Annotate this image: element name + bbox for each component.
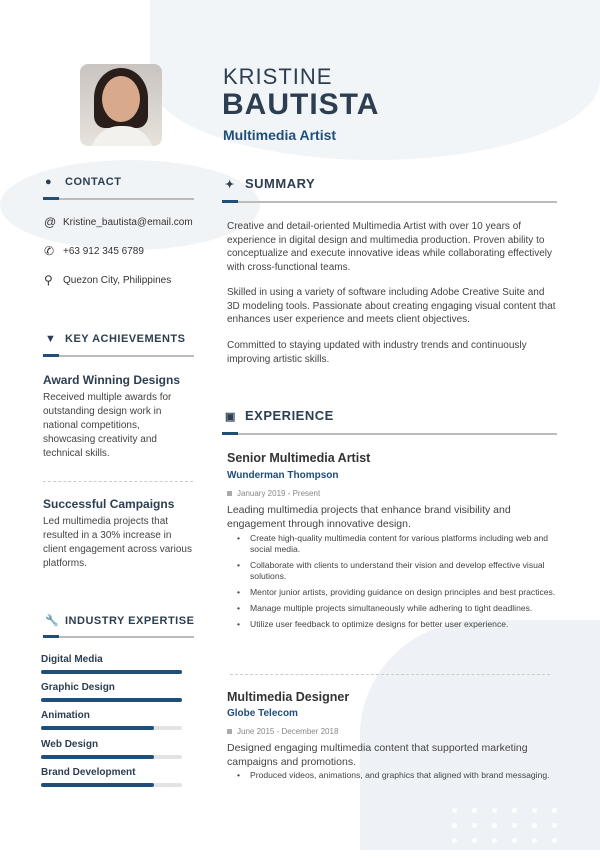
skill-label: Digital Media <box>41 654 103 665</box>
job-desc: Leading multimedia projects that enhance brand visibility and engagement through innovative design. <box>227 504 511 530</box>
company: Globe Telecom <box>227 708 298 719</box>
job-title: Multimedia Designer <box>227 690 350 704</box>
dot <box>472 823 477 828</box>
summary-paragraph: Creative and detail-oriented Multimedia Artist with over 10 years of experience in digital design and multimedia production. Proven ability to conceptualize and execute innovative ideas while collaborating effectively with cross-functional teams. <box>227 221 553 273</box>
dot <box>532 808 537 813</box>
skill-label: Graphic Design <box>41 682 115 694</box>
dot <box>552 808 557 813</box>
achievements-heading: ▼ KEY ACHIEVEMENTS <box>45 333 186 345</box>
skill-bar-fill <box>41 726 154 730</box>
dot <box>492 853 497 858</box>
dot <box>452 808 457 813</box>
skill-bar <box>41 670 182 674</box>
skill-bar-fill <box>41 755 154 759</box>
dot <box>512 808 517 813</box>
user-icon: ● <box>45 176 53 188</box>
calendar-icon <box>227 729 232 734</box>
skill-label: Web Design <box>41 738 99 750</box>
background-shape <box>0 160 260 250</box>
achievement-title: Successful Campaigns <box>43 497 175 511</box>
bullet: • Mentor junior artists, providing guidance on design principles and best practices. <box>250 587 560 598</box>
dot <box>552 823 557 828</box>
skill-bar-fill <box>41 670 182 674</box>
dot <box>492 838 497 843</box>
dot <box>472 808 477 813</box>
contact-email: @ Kristine_bautista@email.com <box>44 215 193 229</box>
skill-bar <box>41 726 182 730</box>
bullet: • Utilize user feedback to optimize designs for better user experience. <box>250 619 560 630</box>
job-role: Multimedia Artist <box>223 127 337 143</box>
summary-paragraph: Committed to staying updated with industry trends and continuously improving artistic skills. <box>227 340 527 365</box>
skill-bar <box>41 755 182 759</box>
divider <box>230 674 550 675</box>
bullet: • Create high-quality multimedia content for various platforms including web and social media. <box>250 533 560 555</box>
dot <box>532 823 537 828</box>
dot <box>552 838 557 843</box>
bullet: • Collaborate with clients to understand their vision and develop effective visual solutions. <box>250 560 560 582</box>
dot <box>472 853 477 858</box>
dot <box>532 838 537 843</box>
skill-label: Animation <box>41 710 90 722</box>
sparkle-icon: ✦ <box>225 179 235 191</box>
bullet: • Manage multiple projects simultaneously while adhering to tight deadlines. <box>250 603 560 614</box>
profile-photo <box>80 64 162 146</box>
skill-bar <box>41 698 182 702</box>
dot <box>532 853 537 858</box>
location-pin-icon: ⚲ <box>44 273 53 287</box>
dot <box>452 823 457 828</box>
dot <box>492 808 497 813</box>
expertise-heading: 🔧 INDUSTRY EXPERTISE <box>45 615 195 627</box>
dot <box>512 823 517 828</box>
skill-bar-fill <box>41 783 154 787</box>
divider <box>222 433 557 435</box>
divider <box>43 198 194 200</box>
contact-location: ⚲ Quezon City, Philippines <box>44 273 172 287</box>
job-bullets <box>250 533 560 635</box>
company: Wunderman Thompson <box>227 470 339 481</box>
dot <box>552 853 557 858</box>
at-icon: @ <box>44 215 57 229</box>
achievement-title: Award Winning Designs <box>43 373 181 387</box>
achievement-desc: Led multimedia projects that resulted in a 30% increase in client engagement across various platforms. <box>43 516 192 569</box>
summary-paragraph: Skilled in using a variety of software including Adobe Creative Suite and 3D modeling tools. Passionate about creating engaging visual content that enhances user experience and meets client objectives. <box>227 287 556 325</box>
job-bullets <box>250 770 560 786</box>
calendar-icon <box>227 491 232 496</box>
divider <box>43 481 193 482</box>
briefcase-icon: ▣ <box>225 411 236 423</box>
experience-heading: ▣ EXPERIENCE <box>225 408 334 423</box>
skill-bar <box>41 783 182 787</box>
skill-bar-fill <box>41 698 182 702</box>
job-dates: June 2015 - December 2018 <box>227 727 338 736</box>
contact-heading: ● CONTACT <box>45 176 122 188</box>
background-shape <box>150 0 600 160</box>
skill-label: Brand Development <box>41 766 136 778</box>
contact-phone: ✆ +63 912 345 6789 <box>44 244 144 258</box>
dot <box>492 823 497 828</box>
decorative-dots <box>452 808 572 858</box>
divider <box>43 355 194 357</box>
summary-heading: ✦ SUMMARY <box>225 176 316 191</box>
first-name: KRISTINE <box>223 64 333 89</box>
last-name: BAUTISTA <box>222 88 380 121</box>
job-dates: January 2019 - Present <box>227 489 320 498</box>
dot <box>512 838 517 843</box>
job-desc: Designed engaging multimedia content that supported marketing campaigns and promotions. <box>227 742 528 768</box>
trophy-icon: ▼ <box>45 333 57 345</box>
divider <box>222 201 557 203</box>
dot <box>512 853 517 858</box>
phone-icon: ✆ <box>44 244 55 258</box>
dot <box>452 838 457 843</box>
bullet: • Produced videos, animations, and graphics that aligned with brand messaging. <box>250 770 560 781</box>
wrench-icon: 🔧 <box>45 615 60 627</box>
achievement-desc: Received multiple awards for outstanding design work in national competitions, showcasing creativity and technical skills. <box>43 392 172 459</box>
divider <box>43 636 194 638</box>
job-title: Senior Multimedia Artist <box>227 451 371 465</box>
dot <box>472 838 477 843</box>
dot <box>452 853 457 858</box>
